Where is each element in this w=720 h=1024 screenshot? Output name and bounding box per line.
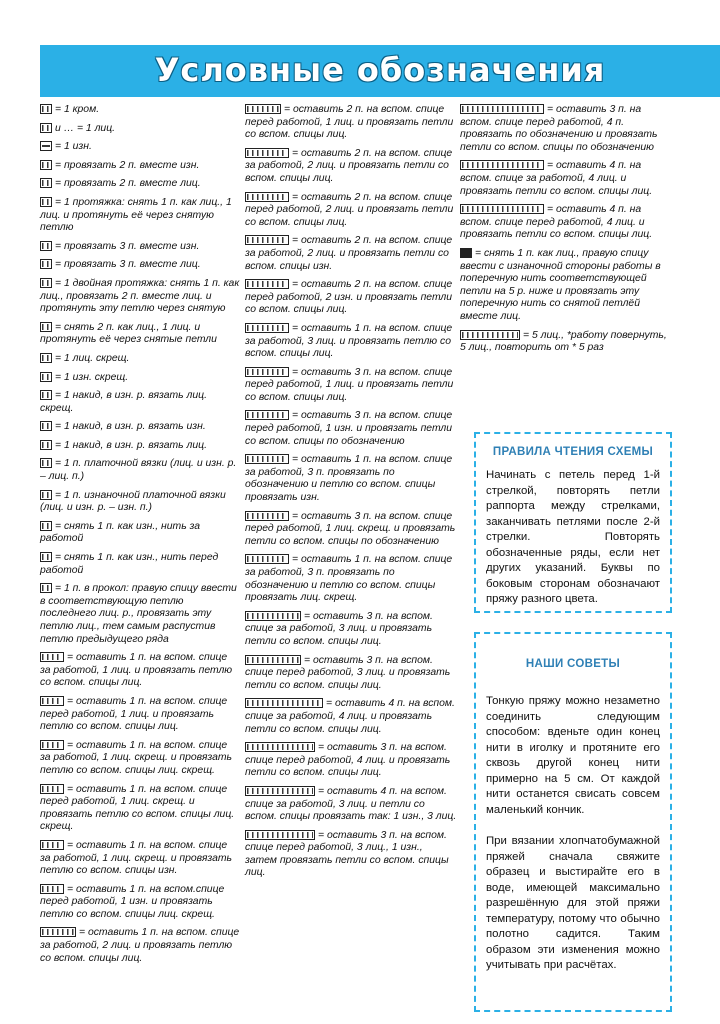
legend-item-text: = оставить 2 п. на вспом. спице за работой, 2 лиц. и провязать петли со вспом. спицы изн. — [245, 235, 453, 272]
legend-item-text: = оставить 2 п. на вспом. спице перед работой, 1 лиц. и провязать петли со вспом. спицы лиц. — [245, 104, 454, 141]
cable-3-4-front-icon — [245, 742, 315, 752]
k2tog-knit-icon — [40, 178, 52, 188]
k3tog-icon — [40, 259, 52, 269]
legend-item — [40, 259, 240, 272]
legend-item-text: = снять 1 п. как изн., нить за работой — [40, 520, 201, 545]
legend-item-text: = оставить 3 п. на вспом. спице перед работой, 1 лиц. и провязать петли со вспом. спицы лиц. — [245, 366, 454, 403]
legend-item — [40, 372, 240, 385]
cable-2-2-purl-back-icon — [245, 235, 289, 245]
legend-item-text: = оставить 1 п. на вспом. спице за работой, 3 лиц. и провязать петлю со вспом. спицы лиц. — [245, 322, 453, 360]
legend-item-text: и … = 1 лиц. — [55, 122, 116, 134]
cable-1-3-pattern-icon — [245, 454, 289, 464]
legend-item-text: = провязать 2 п. вместе изн. — [55, 159, 200, 171]
legend-item — [40, 390, 240, 415]
legend-item — [460, 330, 675, 355]
garter-purl-icon — [40, 490, 52, 500]
legend-item-text: = оставить 2 п. на вспом. спице перед работой, 2 лиц. и провязать петли со вспом. спицы лиц. — [245, 191, 454, 228]
legend-item — [245, 279, 457, 317]
cross-twisted-left-icon — [40, 784, 64, 794]
legend-item-text: = 1 п. платочной вязки (лиц. и изн. р. – лиц. п.) — [40, 458, 237, 483]
cable-2-2-back-icon — [245, 148, 289, 158]
yarn-over-twisted-icon — [40, 390, 52, 400]
legend-item-text: = провязать 2 п. вместе лиц. — [55, 178, 201, 190]
title-banner — [40, 45, 720, 97]
legend-item-text: = снять 1 п. как изн., нить перед работой — [40, 552, 219, 576]
legend-item — [40, 927, 240, 965]
legend-item-text: = 1 протяжка: снять 1 п. как лиц., 1 лиц. и протянуть её через снятую петлю — [40, 196, 232, 234]
drop-stitch-icon — [40, 583, 52, 593]
legend-column-1 — [40, 104, 240, 971]
legend-item — [40, 353, 240, 366]
legend-item-text: = оставить 2 п. на вспом. спице за работой, 2 лиц. и провязать петли со вспом. спицы лиц. — [245, 147, 453, 184]
slip-back-icon — [40, 521, 52, 531]
cross-purl-left-icon — [40, 884, 64, 894]
twisted-knit-icon — [40, 353, 52, 363]
cable-2-2-purl-front-icon — [245, 279, 289, 289]
legend-item — [245, 742, 457, 780]
page-title: Условные обозначения — [154, 51, 606, 89]
garter-knit-icon — [40, 458, 52, 468]
tips-paragraph-1: Тонкую пряжу можно незаметно соединить следующим способом: вденьте один конец нити в иголку и протяните его сквозь другой конец нити примерно на 5 см. От каждой нити останется свисать совсем маленький кончик. — [486, 695, 660, 816]
legend-item — [40, 421, 240, 434]
legend-item — [245, 655, 457, 693]
legend-item — [40, 440, 240, 453]
cable-3-3-back-icon — [245, 611, 301, 621]
cable-1-3-icon — [245, 323, 289, 333]
legend-item — [40, 160, 240, 173]
legend-item-text: = 1 лиц. скрещ. — [55, 352, 130, 364]
purl-stitch-icon — [40, 141, 52, 151]
legend-item-text: = оставить 1 п. на вспом. спице за работой, 1 лиц. скрещ. и провязать петлю со вспом. спицы изн. — [40, 839, 233, 877]
legend-item-text: = оставить 1 п. на вспом. спице перед работой, 1 лиц. и провязать петлю со вспом. спицы лиц. — [40, 695, 228, 733]
k2tog-purl-icon — [40, 160, 52, 170]
cable-4-4-back-icon — [245, 698, 323, 708]
edge-stitch-icon — [40, 104, 52, 114]
slip-pass-icon — [40, 197, 52, 207]
legend-item-text: = оставить 3 п. на вспом. спице перед работой, 3 лиц. и провязать петли со вспом. спицы лиц. — [245, 654, 451, 691]
tips-paragraph-2: При вязании хлопчатобумажной пряжей сначала свяжите образец и выстирайте его в воде, имеющей максимально разрешённую для этой пряжи температуру, потому что обычно полотно садится. Таким образом эти изменения можно учитывать при расчётах. — [486, 835, 660, 971]
legend-item-text: = провязать 3 п. вместе лиц. — [55, 259, 201, 271]
legend-item-text: = оставить 3 п. на вспом. спице перед работой, 1 изн. и провязать петли со вспом. спицы по обозначению — [245, 410, 453, 447]
legend-item-text: = снять 1 п. как лиц., правую спицу ввести с изнаночной стороны работы в поперечную нить соответствующей петли на 5 р. ниже и провязать эту поперечную нить со снятой петлёй вместе лиц. — [460, 247, 661, 322]
legend-item — [245, 323, 457, 361]
legend-item — [245, 830, 457, 880]
legend-item — [245, 410, 457, 448]
knit-stitch-icon — [40, 123, 52, 133]
cable-3-4-twisted-icon — [460, 104, 544, 114]
legend-column-2 — [245, 104, 457, 886]
legend-item-text: = 1 п. в прокол: правую спицу ввести в соответствующую петлю последнего лиц. р., провязать эту петлю лиц., тем самым распустив петлю предыдущего ряда — [40, 583, 237, 645]
slip2-pass-icon — [40, 322, 52, 332]
reading-rules-box — [474, 432, 672, 613]
legend-item-text: = оставить 4 п. на вспом. спице перед работой, 4 лиц. и провязать петли со вспом. спицы лиц. — [460, 204, 653, 241]
legend-item-text: = оставить 1 п. на вспом. спице за работой, 3 п. провязать по обозначению и петлю со вспом. спицы провязать изн. — [245, 454, 453, 504]
cross-3-right-icon — [40, 927, 76, 937]
legend-item-text: = оставить 1 п. на вспом. спице за работой, 1 лиц. и провязать петлю со вспом. спицы лиц. — [40, 652, 233, 689]
gathered-stitch-icon — [460, 248, 472, 258]
legend-item — [40, 652, 240, 690]
cable-4-3-back-icon — [245, 786, 315, 796]
legend-item-text: = 1 п. изнаночной платочной вязки (лиц. и изн. р. – изн. п.) — [40, 489, 226, 514]
legend-item — [245, 192, 457, 230]
legend-item — [460, 204, 675, 242]
slip-front-icon — [40, 552, 52, 562]
yarn-over-purl-icon — [40, 440, 52, 450]
legend-item — [40, 521, 240, 546]
legend-item-text: = оставить 2 п. на вспом. спице перед работой, 2 изн. и провязать петли со вспом. спицы лиц. — [245, 279, 453, 316]
legend-item-text: = оставить 4 п. на вспом. спице за работой, 4 лиц. и провязать петли со вспом. спицы лиц. — [245, 698, 455, 735]
legend-item — [40, 583, 240, 646]
legend-item-text: = 1 кром. — [55, 104, 100, 115]
p3tog-icon — [40, 241, 52, 251]
legend-item — [245, 367, 457, 405]
cable-4-4-wide-back-icon — [460, 160, 544, 170]
cable-4-4-wide-front-icon — [460, 204, 544, 214]
legend-item — [40, 490, 240, 515]
legend-item-text: = оставить 1 п. на вспом. спице за работой, 1 лиц. скрещ. и провязать петлю со вспом. спицы лиц. скрещ. — [40, 739, 233, 776]
legend-item-text: = оставить 4 п. на вспом. спице за работой, 3 лиц. и петли со вспом. спицы провязать так: 1 изн., 3 лиц. — [245, 785, 457, 823]
legend-item — [245, 104, 457, 142]
cross-twisted-right-icon — [40, 740, 64, 750]
legend-item — [40, 552, 240, 577]
legend-item — [245, 786, 457, 824]
cable-2-2-front-icon — [245, 192, 289, 202]
legend-item-text: = оставить 3 п. на вспом. спице перед работой, 4 лиц. и провязать петли со вспом. спицы лиц. — [245, 742, 451, 779]
legend-item-text: = оставить 3 п. на вспом. спице перед работой, 3 лиц., 1 изн., затем провязать петли со вспом. спицы лиц. — [245, 829, 449, 879]
legend-item — [40, 123, 240, 136]
legend-item-text: = оставить 3 п. на вспом. спице за работой, 3 лиц. и провязать петли со вспом. спицы лиц. — [245, 610, 433, 647]
legend-item — [245, 698, 457, 736]
legend-item-text: = оставить 1 п. на вспом.спице перед работой, 1 изн. и провязать петлю со вспом. спицы лиц. скрещ. — [40, 883, 225, 920]
legend-item — [40, 458, 240, 483]
legend-item — [460, 248, 675, 324]
tips-heading: НАШИ СОВЕТЫ — [525, 658, 621, 670]
cable-3-3-front-icon — [245, 655, 301, 665]
legend-item — [40, 197, 240, 235]
legend-item — [40, 740, 240, 778]
legend-item — [40, 104, 240, 117]
legend-item-text: = оставить 1 п. на вспом. спице перед работой, 1 лиц. скрещ. и провязать петлю со вспом. спицы лиц. скрещ. — [40, 783, 235, 833]
cable-3-4-purl-icon — [245, 830, 315, 840]
legend-item — [40, 241, 240, 254]
legend-item — [245, 554, 457, 604]
legend-item-text: = провязать 3 п. вместе изн. — [55, 240, 200, 252]
legend-item — [245, 511, 457, 549]
legend-item-text: = 5 лиц., *работу повернуть, 5 лиц., повторить от * 5 раз — [460, 329, 667, 354]
legend-item-text: = 1 двойная протяжка: снять 1 п. как лиц., провязать 2 п. вместе лиц. и протянуть эту петлю через снятую — [40, 277, 240, 315]
cable-3-1-purl-icon — [245, 410, 289, 420]
legend-item — [40, 322, 240, 347]
legend-item — [40, 178, 240, 191]
legend-item-text: = 1 накид, в изн. р. вязать лиц. скрещ. — [40, 390, 207, 414]
legend-item — [40, 840, 240, 878]
cross-purl-right-icon — [40, 840, 64, 850]
cross-2-right-icon — [40, 652, 64, 662]
legend-item-text: = оставить 3 п. на вспом. спице перед работой, 1 лиц. скрещ. и провязать петли со вспом. спицы по обозначению — [245, 510, 456, 547]
legend-item-text: = оставить 1 п. на вспом. спице за работой, 2 лиц. и провязать петлю со вспом. спицы лиц. — [40, 927, 240, 964]
legend-item — [245, 454, 457, 504]
legend-item — [40, 696, 240, 734]
legend-item-text: = 1 изн. — [55, 141, 92, 153]
rules-text: Начинать с петель перед 1-й стрелкой, повторять петли раппорта между стрелками, заканчивать петлями после 2-й стрелки. Повторять обозначенные ряды, если нет других указаний. Буквы по боковым сторонам обозначают пряжу разного цвета. — [486, 469, 660, 605]
legend-item — [40, 278, 240, 316]
legend-item — [245, 611, 457, 649]
legend-item — [40, 784, 240, 834]
rules-heading: ПРАВИЛА ЧТЕНИЯ СХЕМЫ — [492, 446, 654, 458]
cross-2-left-icon — [40, 696, 64, 706]
cable-2-1-icon — [245, 104, 281, 114]
legend-item — [245, 235, 457, 273]
yarn-over-knit-icon — [40, 421, 52, 431]
legend-item — [245, 148, 457, 186]
legend-item-text: = 1 накид, в изн. р. вязать лиц. — [55, 439, 207, 451]
cable-1-3-twisted-icon — [245, 554, 289, 564]
five-knit-icon — [460, 330, 520, 340]
legend-column-3 — [460, 104, 675, 361]
cable-3-1-icon — [245, 367, 289, 377]
legend-item-text: = снять 2 п. как лиц., 1 лиц. и протянуть её через снятые петли — [40, 321, 217, 346]
legend-item-text: = оставить 1 п. на вспом. спице за работой, 3 п. провязать по обозначению и петлю со вспом. спицы провязать лиц. скрещ. — [245, 554, 453, 604]
legend-item — [40, 141, 240, 154]
tips-box — [474, 632, 672, 1012]
legend-item-text: = 1 накид, в изн. р. вязать изн. — [55, 421, 206, 433]
legend-item — [460, 160, 675, 198]
legend-item-text: = оставить 4 п. на вспом. спице за работой, 4 лиц. и провязать петли со вспом. спицы лиц. — [460, 160, 653, 197]
cable-3-1-twisted-icon — [245, 511, 289, 521]
legend-item-text: = оставить 3 п. на вспом. спице перед работой, 4 п. провязать по обозначению и провязать петли со вспом. спицы по обозначению — [460, 104, 658, 153]
legend-item — [40, 884, 240, 922]
double-decrease-icon — [40, 278, 52, 288]
legend-item-text: = 1 изн. скрещ. — [55, 371, 129, 383]
twisted-purl-icon — [40, 372, 52, 382]
legend-item — [460, 104, 675, 154]
